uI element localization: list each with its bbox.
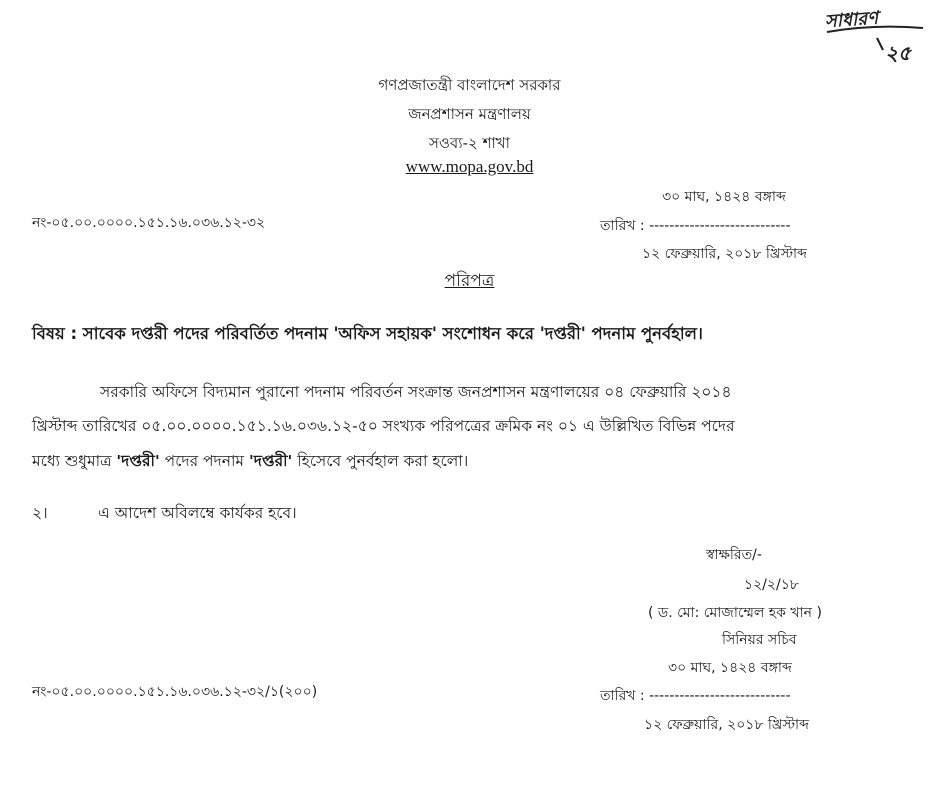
para1-line1: সরকারি অফিসে বিদ্যমান পুরানো পদনাম পরিবর্তন সংক্রান্ত জনপ্রশাসন মন্ত্রণালয়ের ০৪ ফেব্রুয়ারি ২০১৪	[100, 383, 732, 401]
top-bangla-date: ৩০ মাঘ, ১৪২৪ বঙ্গাব্দ	[662, 189, 786, 205]
handwritten-note	[813, 2, 933, 72]
header-section: সওব্য-২ শাখা	[428, 134, 510, 152]
document-title: পরিপত্র	[444, 271, 495, 291]
signatory-name: ( ড. মো: মোজাম্মেল হক খান )	[648, 605, 822, 621]
para1-line3-bold2: 'দপ্তরী'	[248, 452, 293, 470]
header-website[interactable]: www.mopa.gov.bd	[405, 157, 534, 176]
header-govt: গণপ্রজাতন্ত্রী বাংলাদেশ সরকার	[378, 76, 561, 94]
subject-line: বিষয় : সাবেক দপ্তরী পদের পরিবর্তিত পদনাম 'অফিস সহায়ক' সংশোধন করে 'দপ্তরী' পদনাম পুনর্বহাল।	[32, 324, 703, 343]
para1-line3-part3: হিসেবে পুনর্বহাল করা হলো।	[292, 452, 469, 470]
para1-line3-bold1: 'দপ্তরী'	[116, 452, 160, 470]
bottom-ref-no: নং-০৫.০০.০০০০.১৫১.১৬.০৩৬.১২-৩২/১(২০০)	[32, 684, 318, 700]
handwritten-note-line1: সাধারণ	[824, 7, 879, 33]
header-ministry: জনপ্রশাসন মন্ত্রণালয়	[408, 105, 531, 123]
signature-date: ১২/২/১৮	[744, 577, 799, 593]
top-date-label: তারিখ : ----------------------------	[600, 218, 791, 234]
para1-line3-part2: পদের পদনাম	[159, 452, 249, 470]
handwritten-note-line2: ২৫	[885, 41, 911, 65]
para2-text: এ আদেশ অবিলম্বে কার্যকর হবে।	[98, 504, 297, 522]
bottom-english-date: ১২ ফেব্রুয়ারি, ২০১৮ খ্রিস্টাব্দ	[644, 717, 809, 733]
para1-line3	[32, 449, 468, 475]
signatory-designation: সিনিয়র সচিব	[722, 632, 797, 648]
para1-line2: খ্রিস্টাব্দ তারিখের ০৫.০০.০০০০.১৫১.১৬.০৩৬.১২-৫০ সংখ্যক পরিপত্রের ক্রমিক নং ০১ এ উল্লিখিত বিভিন্ন পদের	[32, 417, 735, 435]
bottom-date-label: তারিখ : ----------------------------	[600, 688, 791, 704]
signature-signed: স্বাক্ষরিত/-	[706, 547, 762, 563]
signature-bangla-date: ৩০ মাঘ, ১৪২৪ বঙ্গাব্দ	[668, 660, 792, 676]
top-ref-no: নং-০৫.০০.০০০০.১৫১.১৬.০৩৬.১২-৩২	[32, 215, 266, 231]
para2-number: ২।	[32, 504, 48, 522]
top-english-date: ১২ ফেব্রুয়ারি, ২০১৮ খ্রিস্টাব্দ	[642, 246, 807, 262]
para1-line3-part1: মধ্যে শুধুমাত্র	[32, 452, 117, 470]
